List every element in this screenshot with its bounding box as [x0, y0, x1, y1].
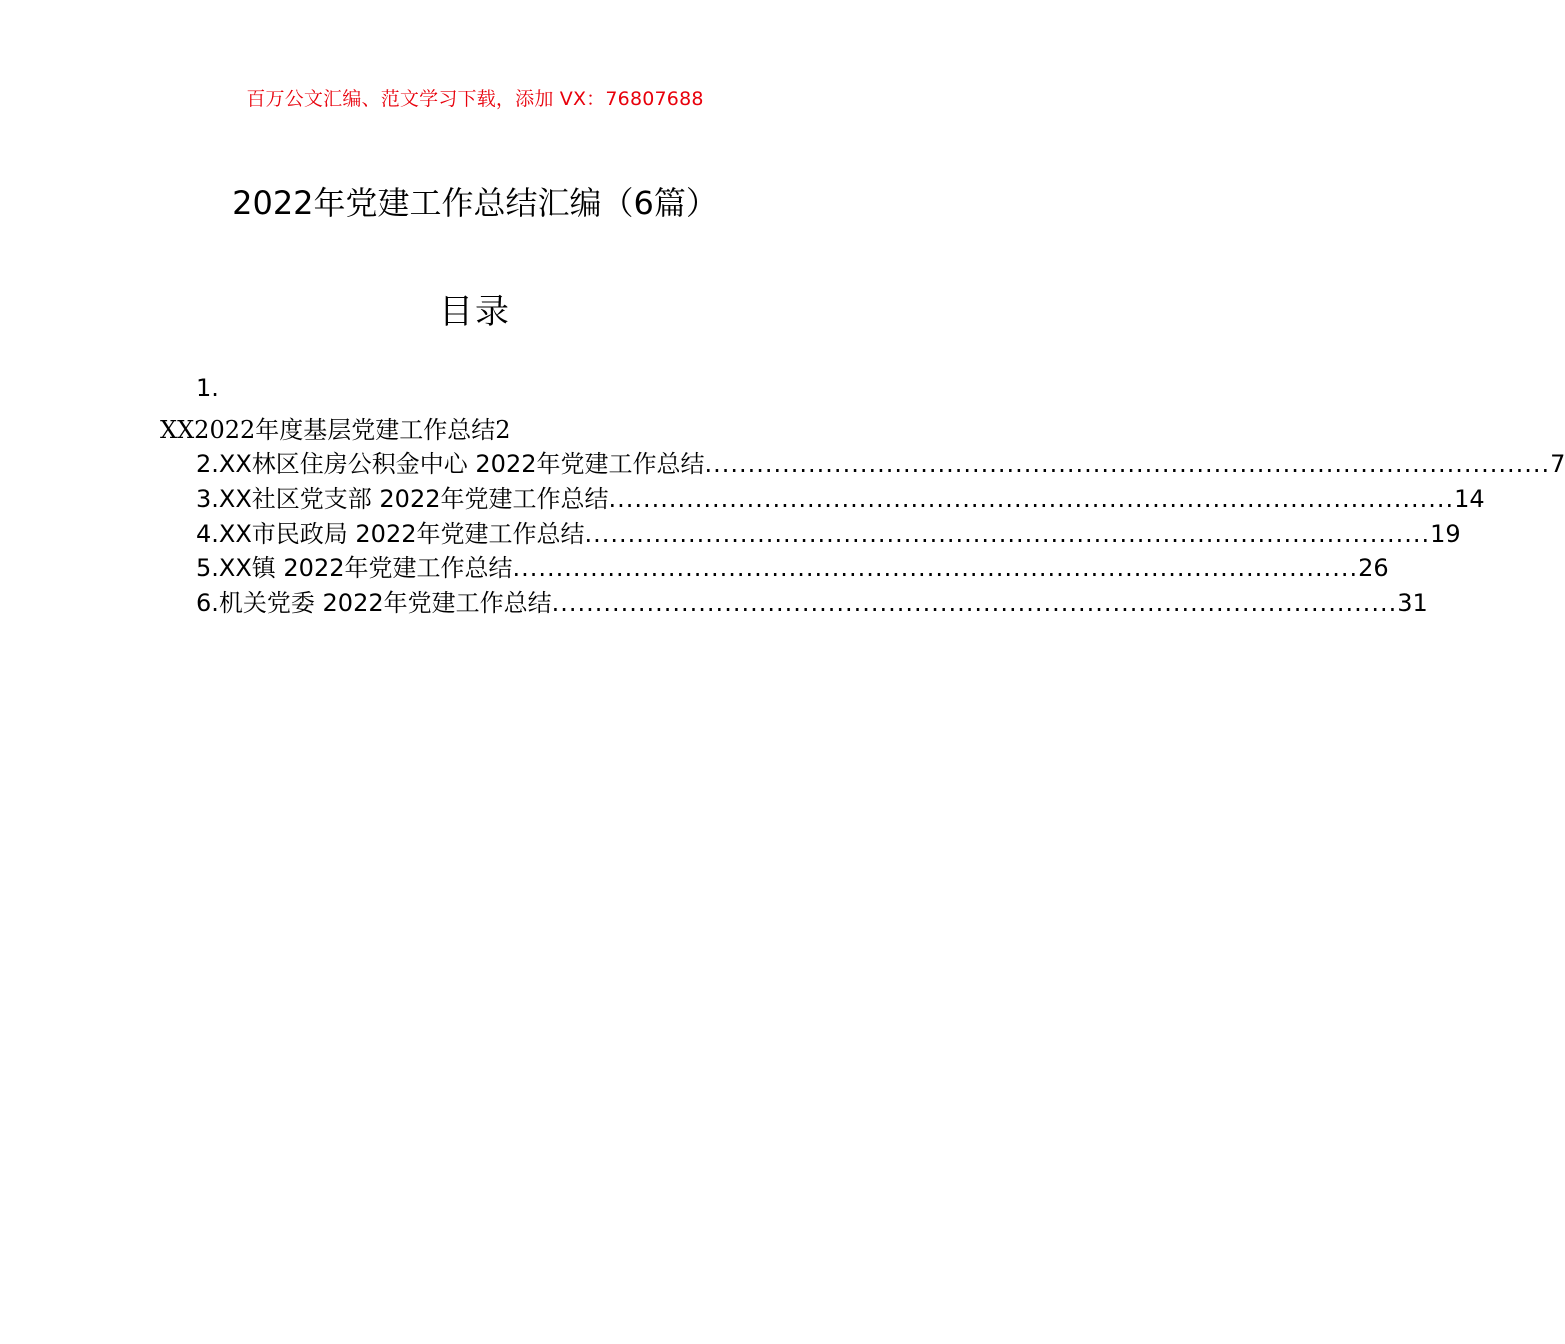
toc-entry-3[interactable]	[196, 479, 1485, 513]
toc-leader-dots: ..................................................................................................	[608, 485, 1455, 513]
toc-entry-1[interactable]	[160, 410, 511, 445]
toc-entry-label: 2.XX林区住房公积金中心 2022年党建工作总结	[196, 450, 705, 478]
toc-entry-label: 4.XX市民政局 2022年党建工作总结	[196, 520, 585, 548]
toc-entry-5[interactable]	[196, 548, 1389, 582]
download-banner: 百万公文汇编、范文学习下载，添加 VX：76807688	[246, 88, 704, 110]
toc-entry-1-number: 1.	[196, 374, 219, 402]
toc-heading: 目录	[439, 292, 511, 332]
toc-entry-2[interactable]	[196, 444, 1565, 478]
toc-leader-dots: ..................................................................................................	[704, 450, 1551, 478]
toc-entry-label: 3.XX社区党支部 2022年党建工作总结	[196, 485, 609, 513]
toc-entry-6[interactable]	[196, 583, 1428, 617]
document-title: 2022年党建工作总结汇编（6篇）	[232, 184, 718, 222]
toc-entry-label: 5.XX镇 2022年党建工作总结	[196, 554, 513, 582]
toc-leader-dots: ..................................................................................................	[584, 520, 1431, 548]
toc-entry-page: 14	[1454, 485, 1485, 513]
toc-entry-label: 6.机关党委 2022年党建工作总结	[196, 589, 552, 617]
toc-entry-page: 26	[1358, 554, 1389, 582]
toc-entry-page: 31	[1397, 589, 1428, 617]
toc-entry-page: 19	[1430, 520, 1461, 548]
toc-entry-1-page: 2	[495, 416, 511, 444]
toc-entry-4[interactable]	[196, 514, 1461, 548]
toc-entry-page: 7	[1550, 450, 1565, 478]
toc-entry-1-label: XX2022年度基层党建工作总结	[160, 416, 496, 444]
toc-leader-dots: ..................................................................................................	[551, 589, 1398, 617]
toc-leader-dots: ..................................................................................................	[512, 554, 1359, 582]
